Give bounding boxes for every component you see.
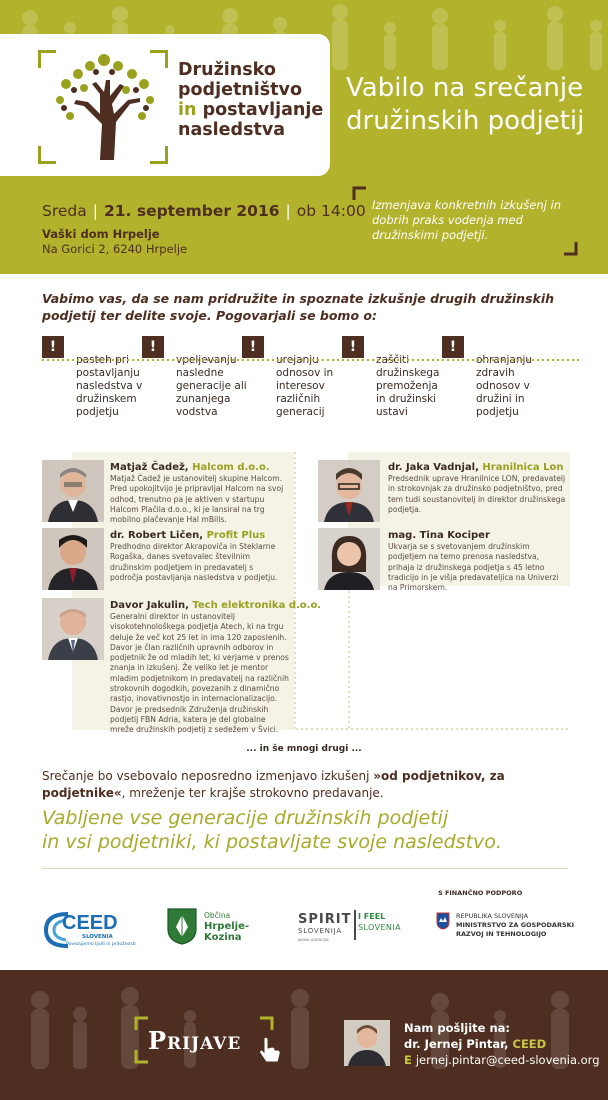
logo-wordmark [178,60,323,140]
contact-email-link[interactable]: jernej.pintar@ceed-slovenia.org [415,1053,600,1067]
family-tree-logo-icon [44,44,166,162]
speaker-name-text: Davor Jakulin, [110,600,189,611]
contact-photo [344,1020,390,1066]
speaker-company: Tech elektronika d.o.o. [192,600,322,611]
speaker-bio: Generalni direktor in ustanovitelj visokotehnološkega podjetja Atech, ki na trgu deluje že več kot 25 let in ima 120 zaposlenih. Davor je član različnih upravnih odborov in podjetnik že od mladih let, ki verjame v prenos znanja in izkušenj. Že veliko let je mentor mladim podjetnikom in predavatelj na različnih strokovnih dogodkih, povezanih z dinamično rastjo, inovativnostjo in internacionalizacijo. Davor je predsednik Združenja družinskih podjetij FBN Adria, katera je del globalne mreže družinskih podjetij z sedežem v Švici. [110,612,289,735]
exclamation-icon: ! [242,336,264,358]
topic-label: ohranjanju zdravih odnosov v družini in podjetju [476,354,533,418]
spirit-separator [354,910,356,940]
register-button[interactable]: Prijave [148,1026,242,1055]
page-title [346,72,596,138]
logo-line: podjetništvo [178,80,302,100]
ifeel-line2: SLOVENIA [358,923,401,932]
dotted-divider [296,728,568,730]
ceed-logo[interactable] [42,906,152,950]
speaker-photo [318,460,380,522]
spirit-name: SPIRIT [298,912,352,927]
venue-address: Na Gorici 2, 6240 Hrpelje [42,242,188,256]
topics-list [42,336,582,436]
obcina-name: Hrpelje-Kozina [204,921,250,943]
slogan-line: in vsi podjetniki, ki postavljate svoje nasledstvo. [42,831,502,853]
dotted-divider [348,586,350,730]
spirit-tagline: JAVNA AGENCIJA [298,937,329,942]
invitation-slogan [42,806,582,854]
event-day: Sreda [42,202,87,220]
ceed-tagline: Povezujemo ljudi in priložnosti [66,942,136,947]
event-tagline: Izmenjava konkretnih izkušenj in dobrih praks vodenja med družinskimi podjetji. [372,198,561,242]
speaker-photo [318,528,380,590]
venue-name: Vaški dom Hrpelje [42,227,160,241]
event-time: ob 14:00 [296,202,366,220]
exclamation-icon: ! [342,336,364,358]
logo-line-accent: in [178,100,197,120]
speaker-bio: Predhodno direktor Akrapoviča in Steklarne Rogaška, danes svetovalec številnim družinskim podjetjem in predavatelj s področja postavljanja nasledstva v podjetju. [110,542,278,582]
event-description [42,768,582,802]
more-speakers-note: ... in še mnogi drugi ... [246,744,362,754]
logo-line: Družinsko [178,60,276,80]
speaker-bio: Ukvarja se s svetovanjem družinskim podjetjem na temo prenosa nasledstva, prihaja iz družinskega podjetja s 45 letno tradicijo in je višja predavateljica na Univerzi na Primorskem. [388,542,559,593]
speaker-photo [42,460,104,522]
ceed-country: SLOVENIA [82,934,113,940]
spirit-country: SLOVENIJA [298,927,342,935]
send-to-label: Nam pošljite na: [404,1021,511,1035]
obcina-logo[interactable] [166,905,286,949]
coat-of-arms-icon [166,907,198,945]
spirit-logo[interactable] [296,910,416,946]
event-date-value: 21. september 2016 [103,202,280,220]
exclamation-icon: ! [142,336,164,358]
slogan-line: Vabljene vse generacije družinskih podjetij [42,807,449,829]
ceed-name: CEED [62,912,118,934]
description-text: , mreženje ter krajše strokovno predavanje. [121,786,384,800]
logo-line: nasledstva [178,120,286,140]
topic-label: urejanju odnosov in interesov različnih generacij [276,354,334,418]
topic-label: pasteh pri postavljanju nasledstva v družinskem podjetju [76,354,143,418]
topic-label: zaščiti družinskega premoženja in družinski ustavi [376,354,440,418]
speaker-name-text: mag. Tina Kociper [388,530,490,541]
logo-line: postavljanje [202,100,324,120]
speaker-name [110,530,265,541]
exclamation-icon: ! [42,336,64,358]
financial-support-label: S FINANČNO PODPORO [438,889,523,897]
speaker-name-text: dr. Robert Ličen, [110,530,204,541]
speaker-company: Halcom d.o.o. [192,462,270,473]
speaker-name [388,462,564,473]
pointer-hand-icon [256,1036,282,1064]
exclamation-icon: ! [442,336,464,358]
ministry-logo[interactable] [436,910,586,950]
title-line: Vabilo na srečanje [346,73,584,103]
ifeel-line1: I FEEL [358,912,386,921]
speaker-name [388,530,490,541]
contact-name: dr. Jernej Pintar, [404,1037,513,1051]
obcina-small: Občina [204,911,231,920]
slovenia-crest-icon [436,912,450,930]
ministry-line3: RAZVOJ IN TEHNOLOGIJO [456,930,547,938]
intro-text: Vabimo vas, da se nam pridružite in spoznate izkušnje drugih družinskih podjetij ter delite svoje. Pogovarjali se bomo o: [42,291,554,323]
speaker-photo [42,528,104,590]
title-line: družinskih podjetij [346,106,585,136]
event-venue [42,227,187,257]
contact-info [404,1020,600,1068]
description-highlight: »od podjetnikov, za podjetnike« [42,769,505,800]
dotted-divider [294,452,296,730]
email-prefix: E [404,1053,412,1067]
speaker-company: Profit Plus [206,530,266,541]
description-text: Srečanje bo vsebovalo neposredno izmenjavo izkušenj [42,769,374,783]
speaker-name [110,600,321,611]
header-banner [0,0,608,274]
ministry-line2: MINISTRSTVO ZA GOSPODARSKI [456,921,575,929]
divider [42,868,568,869]
speaker-bio: Predsednik uprave Hranilnice LON, predavatelj in strokovnjak za družinsko podjetništvo, pred tem tudi soustanovitelj in direktor družinskega podjetja. [388,474,566,514]
topics-divider [42,358,582,362]
speaker-photo [42,598,104,660]
contact-org: CEED [512,1037,547,1051]
speaker-bio: Matjaž Čadež je ustanovitelj skupine Halcom. Pred upokojitvijo je pripravljal Halcom na svoj odhod, trenutno pa je aktiven v startupu Halcom Plačila d.o.o., ki je lansiral na trg mobilno plačevanje Hal mBills. [110,474,284,525]
speaker-name [110,462,270,473]
event-date: Sreda | 21. september 2016 | ob 14:00 [42,202,366,220]
speaker-name-text: Matjaž Čadež, [110,462,189,473]
ministry-line1: REPUBLIKA SLOVENIJA [456,912,529,920]
topic-label: vpeljevanju nasledne generacije ali zunanjega vodstva [176,354,247,418]
speaker-company: Hranilnica Lon [482,462,564,473]
speaker-name-text: dr. Jaka Vadnjal, [388,462,479,473]
